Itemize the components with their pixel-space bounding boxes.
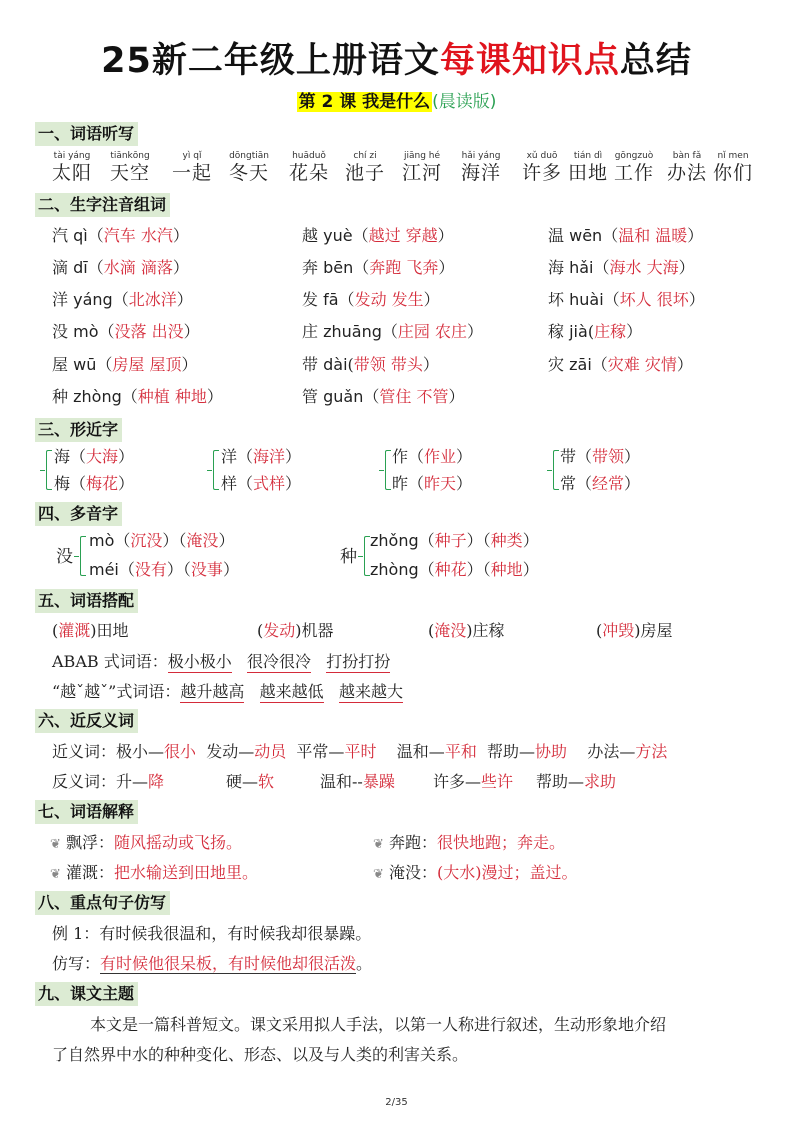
dictation-word (229, 150, 269, 184)
pinyin: nǐ men (717, 151, 749, 161)
example-sentence: 例 1：有时候我很温和，有时候我却很暴躁。 (52, 924, 372, 943)
dictation-word (52, 150, 92, 184)
pinyin: dōngtiān (229, 151, 269, 161)
char-entry: 坏 huài（坏人 很坏） (548, 290, 705, 309)
pinyin: chí zi (353, 151, 377, 161)
polyphonic-char: 种 (340, 547, 357, 567)
green-brace-icon (80, 536, 86, 576)
theme-line-2: 了自然界中水的种种变化、形态、以及与人类的利害关系。 (52, 1045, 469, 1064)
imitation-sentence: 仿写：有时候他很呆板，有时候他却很活泼。 (52, 954, 373, 973)
dictation-word (667, 150, 707, 184)
hanzi: 许多 (522, 162, 563, 184)
yue-words: “越ˇ越ˇ”式词语：越升越高 越来越低 越来越大 (52, 682, 403, 701)
char-entry: 灾 zāi（灾难 灾情） (548, 355, 693, 374)
section-heading-1: 一、词语听写 (35, 122, 138, 146)
explanation-item: ❦ 灌溉：把水输送到田地里。 (50, 861, 258, 887)
char-entry: 带 dài(带领 带头） (302, 355, 439, 374)
similar-char: 洋（海洋） (221, 447, 302, 466)
collocation-pair: (灌溉)田地 (52, 621, 129, 640)
flower-bullet-icon: ❦ (373, 867, 384, 882)
collocation-pair: (冲毁)房屋 (596, 621, 673, 640)
reading: zhòng（种花）（种地） (370, 560, 539, 579)
antonym-pair: 硬—软 (226, 772, 275, 791)
title-prefix: 25新二年级上册语文 (101, 41, 440, 81)
hanzi: 池子 (345, 162, 386, 184)
theme-line-1: 本文是一篇科普短文。课文采用拟人手法，以第一人称进行叙述，生动形象地介绍 (90, 1015, 667, 1034)
pinyin: tiānkōng (110, 151, 150, 161)
page-number: 2/35 (385, 1097, 408, 1108)
hanzi: 太阳 (52, 162, 93, 184)
explanation-item: ❦ 奔跑：很快地跑；奔走。 (373, 831, 565, 857)
explanation-item: ❦ 淹没：(大水)漫过；盖过。 (373, 861, 578, 887)
similar-char: 昨（昨天） (392, 474, 473, 493)
section-heading-4: 四、多音字 (35, 502, 122, 526)
antonym-pair: 帮助—求助 (536, 772, 617, 791)
hanzi: 一起 (172, 162, 213, 184)
pinyin: bàn fǎ (672, 151, 702, 161)
green-brace-icon (213, 450, 219, 490)
flower-bullet-icon: ❦ (50, 837, 61, 852)
lesson-label: 第 2 课 我是什么 (298, 92, 431, 112)
collocation-pair: (淹没)庄稼 (428, 621, 505, 640)
similar-char: 常（经常） (560, 474, 641, 493)
hanzi: 天空 (110, 162, 151, 184)
pinyin: gōngzuò (614, 151, 654, 161)
section-heading-7: 七、词语解释 (35, 800, 138, 824)
pinyin: tài yáng (53, 151, 91, 161)
section-heading-6: 六、近反义词 (35, 709, 138, 733)
title-highlight: 每课知识点 (439, 41, 620, 81)
flower-bullet-icon: ❦ (50, 867, 61, 882)
hanzi: 海洋 (461, 162, 502, 184)
dictation-word (402, 150, 442, 184)
hanzi: 田地 (568, 162, 609, 184)
green-brace-icon (385, 450, 391, 490)
dictation-word (461, 150, 501, 184)
dictation-word (345, 150, 385, 184)
similar-char: 样（式样） (221, 474, 302, 493)
dictation-word (614, 150, 654, 184)
dictation-word (289, 150, 329, 184)
polyphonic-char: 没 (56, 547, 73, 567)
dictation-word (522, 150, 562, 184)
reading: méi（没有）（没事） (89, 560, 239, 579)
pinyin: hǎi yáng (461, 151, 501, 161)
section-heading-2: 二、生字注音组词 (35, 193, 170, 217)
green-brace-icon (553, 450, 559, 490)
char-entry: 温 wēn（温和 温暖） (548, 226, 704, 245)
pinyin: xǔ duō (526, 151, 558, 161)
char-entry: 越 yuè（越过 穿越） (302, 226, 454, 245)
section-heading-9: 九、课文主题 (35, 982, 138, 1006)
dictation-word (568, 150, 608, 184)
similar-char: 带（带领） (560, 447, 641, 466)
abab-words: ABAB 式词语：极小极小 很冷很冷 打扮打扮 (52, 652, 391, 671)
reading: zhǒng（种子）（种类） (370, 531, 539, 550)
char-entry: 汽 qì（汽车 水汽） (52, 226, 189, 245)
hanzi: 花朵 (289, 162, 330, 184)
synonym-row: 近义词：极小—很小 发动—动员 平常—平时 温和—平和 帮助—协助 办法—方法 (52, 742, 668, 761)
hanzi: 办法 (667, 162, 708, 184)
hanzi: 冬天 (229, 162, 270, 184)
reading: mò（沉没）（淹没） (89, 531, 235, 550)
dictation-word (713, 150, 753, 184)
char-entry: 管 guǎn（管住 不管） (302, 387, 465, 406)
char-entry: 稼 jià(庄稼） (548, 322, 643, 341)
title-suffix: 总结 (619, 41, 692, 81)
pinyin: tián dì (573, 151, 603, 161)
char-entry: 海 hǎi（海水 大海） (548, 258, 695, 277)
pinyin: huāduǒ (292, 151, 326, 161)
char-entry: 滴 dī（水滴 滴落） (52, 258, 189, 277)
char-entry: 种 zhòng（种植 种地） (52, 387, 223, 406)
antonym-row: 反义词：升—降 (52, 772, 165, 791)
char-entry: 屋 wū（房屋 屋顶） (52, 355, 198, 374)
explanation-item: ❦ 飘浮：随风摇动或飞扬。 (50, 831, 242, 857)
green-brace-icon (46, 450, 52, 490)
flower-bullet-icon: ❦ (373, 837, 384, 852)
hanzi: 工作 (614, 162, 655, 184)
pinyin: yì qǐ (182, 151, 202, 161)
char-entry: 发 fā（发动 发生） (302, 290, 440, 309)
similar-char: 作（作业） (392, 447, 473, 466)
similar-char: 海（大海） (54, 447, 135, 466)
antonym-pair: 温和--暴躁 (320, 772, 395, 791)
section-heading-8: 八、重点句子仿写 (35, 891, 170, 915)
pinyin: jiāng hé (403, 151, 441, 161)
hanzi: 江河 (402, 162, 443, 184)
antonym-pair: 许多—些许 (433, 772, 514, 791)
char-entry: 没 mò（没落 出没） (52, 322, 200, 341)
section-heading-5: 五、词语搭配 (35, 589, 138, 613)
char-entry: 洋 yáng（北冰洋） (52, 290, 193, 309)
similar-char: 梅（梅花） (54, 474, 135, 493)
char-entry: 奔 bēn（奔跑 飞奔） (302, 258, 455, 277)
dictation-word (172, 150, 212, 184)
collocation-pair: (发动)机器 (257, 621, 334, 640)
lesson-edition: (晨读版) (432, 92, 497, 112)
dictation-word (110, 150, 150, 184)
section-heading-3: 三、形近字 (35, 418, 122, 442)
lesson-subtitle (0, 89, 793, 115)
document-title (0, 38, 793, 84)
char-entry: 庄 zhuāng（庄园 农庄） (302, 322, 484, 341)
hanzi: 你们 (713, 162, 754, 184)
